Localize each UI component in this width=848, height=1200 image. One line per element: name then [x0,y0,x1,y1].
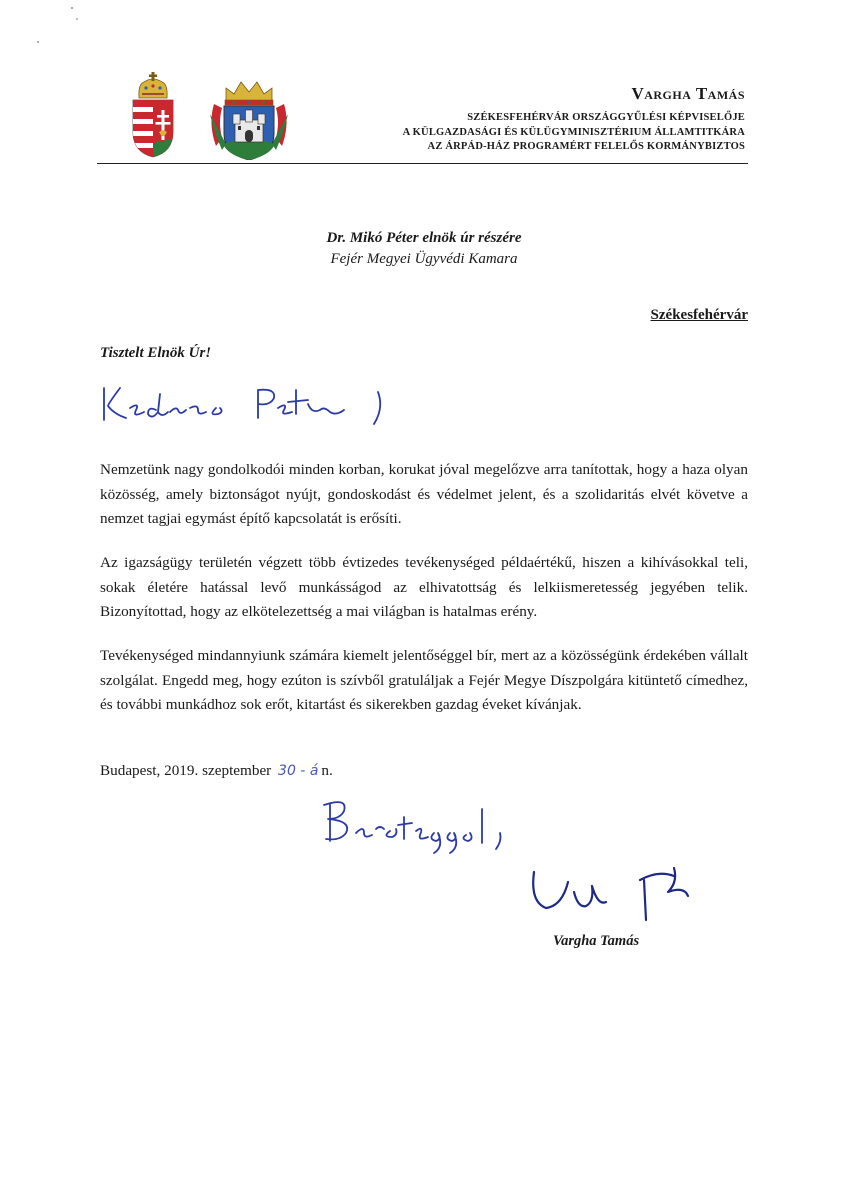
recipient-organization: Fejér Megyei Ügyvédi Kamara [330,251,518,267]
recipient-block [0,228,848,270]
handwritten-closing [318,795,538,865]
recipient-name: Dr. Mikó Péter elnök úr részére [326,230,522,246]
date-day-handwritten: 30 - á [278,763,319,779]
sender-name: Vargha Tamás [631,84,745,103]
handwritten-greeting [98,374,398,434]
sender-title-line: SZÉKESFEHÉRVÁR ORSZÁGGYŰLÉSI KÉPVISELŐJE [467,112,745,123]
szekesfehervar-coat-of-arms-icon [208,74,290,160]
date-line [100,762,333,780]
body-paragraph: Nemzetünk nagy gondolkodói minden korban, korukat jóval megelőzve arra tanítottak, hogy a haza olyan közösség, amely biztonságot nyújt, gondoskodást és védelmet jelent, és a szolidaritás elvét követve a nemzet tagjai egymást építő kapcsolatát is erősíti. [100,461,748,527]
body-paragraph: Tevékenységed mindannyiunk számára kiemelt jelentőséggel bír, mert az a közösségünk érdekében vállalt szolgálat. Engedd meg, hogy ezúton is szívből gratuláljak a Fejér Megye Díszpolgára kitüntető címedhez, és további munkádhoz sok erőt, kitartást és sikerekben gazdag éveket kívánjak. [100,647,748,713]
salutation: Tisztelt Elnök Úr! [100,345,212,361]
letterhead-divider [97,163,748,164]
signer-name: Vargha Tamás [553,933,640,949]
body-paragraph: Az igazságügy területén végzett több évtizedes tevékenységed példaértékű, hiszen a kihívásokkal teli, sokak életére hatással levő munkásságod az elhivatottság és lelkiismeretesség jegyében telik. Bizonyítottad, hogy az elkötelezettség a mai világban is hatalmas erény. [100,554,748,620]
sender-titles [403,111,745,155]
recipient-city: Székesfehérvár [650,307,748,323]
hungarian-coat-of-arms-icon [130,72,176,158]
handwritten-signature [528,862,698,922]
date-prefix: Budapest, 2019. szeptember [100,762,272,779]
sender-title-line: A KÜLGAZDASÁGI ÉS KÜLÜGYMINISZTÉRIUM ÁLLAMTITKÁRA [402,126,745,138]
sender-title-line: AZ ÁRPÁD-HÁZ PROGRAMÉRT FELELŐS KORMÁNYBIZTOS [427,141,745,152]
date-suffix: n. [321,762,333,779]
scan-speck-marks [30,4,90,54]
